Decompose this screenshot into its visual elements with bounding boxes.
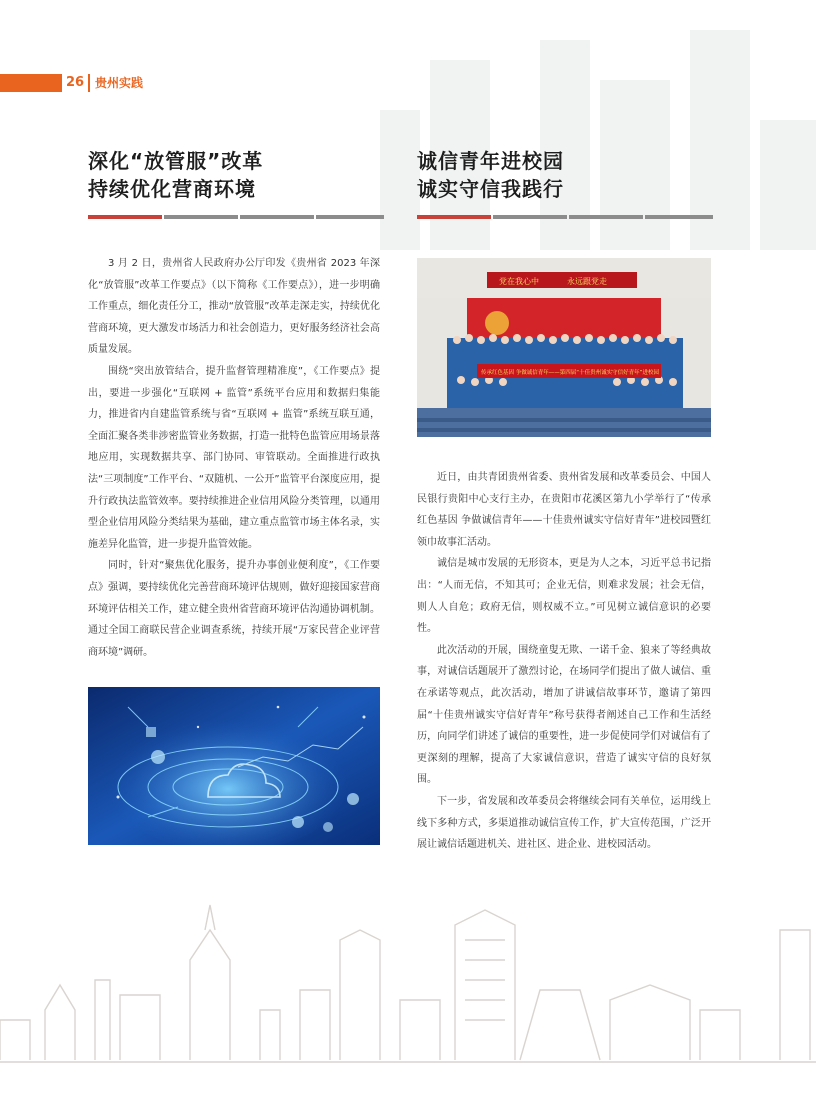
right-article-title bbox=[417, 147, 564, 203]
banner-top-text: 党在我心中 bbox=[499, 277, 539, 286]
students-group-photo bbox=[417, 258, 711, 437]
header-separator bbox=[88, 74, 90, 92]
right-paragraph: 近日，由共青团贵州省委、贵州省发展和改革委员会、中国人民银行贵阳中心支行主办，在贵阳市花溪区第九小学举行了“传承红色基因 争做诚信青年——十佳贵州诚实守信好青年”进校园暨红领巾故事汇活动。 bbox=[417, 472, 711, 548]
right-title-line-1: 诚信青年进校园 bbox=[417, 149, 564, 173]
page-number: 26 bbox=[66, 75, 85, 90]
left-article-title bbox=[88, 147, 263, 203]
left-article-body bbox=[88, 253, 380, 663]
left-title-line-1: 深化“放管服”改革 bbox=[88, 149, 264, 173]
section-name: 贵州实践 bbox=[95, 76, 144, 90]
digital-network-photo bbox=[88, 687, 380, 845]
banner-main-text: 传承红色基因 争做诚信青年——第四届“十佳贵州诚实守信好青年”进校园 bbox=[481, 370, 659, 376]
right-paragraph: 诚信是城市发展的无形资本，更是为人之本，习近平总书记指出：“人而无信，不知其可；企业无信，则难求发展；社会无信，则人人自危；政府无信，则权威不立。”可见树立诚信意识的必要性。 bbox=[417, 558, 711, 635]
right-title-line-2: 诚实守信我践行 bbox=[417, 177, 564, 201]
right-paragraph: 此次活动的开展，围绕童叟无欺、一诺千金、狼来了等经典故事，对诚信话题展开了激烈讨论，在场同学们提出了做人诚信、重在承诺等观点，此次活动，增加了讲诚信故事环节，邀请了第四届“十佳贵州诚实守信好青年”称号获得者阐述自己工作和生活经历，向同学们讲述了诚信的重要性，进一步促使同学们对诚信有了更深刻的理解，提高了大家诚信意识，营造了诚实守信的良好氛围。 bbox=[417, 644, 711, 786]
right-article-body bbox=[417, 467, 711, 856]
right-paragraph: 下一步，省发展和改革委员会将继续会同有关单位，运用线上线下多种方式，多渠道推动诚信宣传工作，扩大宣传范围，广泛开展让诚信话题进机关、进社区、进企业、进校园活动。 bbox=[417, 795, 711, 851]
header-accent-bar bbox=[0, 74, 62, 92]
left-paragraph: 同时，针对“聚焦优化服务，提升办事创业便利度”，《工作要点》强调，要持续优化完善营商环境评估规则，做好迎接国家营商环境评估相关工作，建立健全贵州省营商环境评估沟通协调机制。通过全国工商联民营企业调查系统，持续开展“万家民营企业评营商环境”调研。 bbox=[88, 560, 380, 658]
left-title-rule bbox=[88, 215, 384, 219]
banner-top-text-2: 永远跟党走 bbox=[567, 277, 607, 286]
left-paragraph: 围绕“突出放管结合，提升监督管理精准度”，《工作要点》提出，要进一步强化“互联网 + 监管”系统平台应用和数据归集能力，推进省内自建监管系统与省“互联网 + 监管”系统互联互通，全面汇聚各类非涉密监管业务数据，打造一批特色监管应用场景落地应用，实现数据共享、部门协同、审管联动。全面推进行政执法“三项制度”工作平台、“双随机、一公开”监管平台深度应用，提升行政执法监管效率。要持续推进企业信用风险分类管理，以通用型企业信用风险分类结果为基础，建立重点监管市场主体名录，实施差异化监管，进一步提升监管效能。 bbox=[88, 365, 380, 550]
right-title-rule bbox=[417, 215, 713, 219]
left-title-line-2: 持续优化营商环境 bbox=[88, 177, 256, 201]
left-paragraph: 3 月 2 日，贵州省人民政府办公厅印发《贵州省 2023 年深化“放管服”改革工作要点》（以下简称《工作要点》），进一步明确工作重点，细化责任分工，推动“放管服”改革走深走实，持续优化营商环境，更大激发市场活力和社会创造力，更好服务经济社会高质量发展。 bbox=[88, 258, 380, 356]
